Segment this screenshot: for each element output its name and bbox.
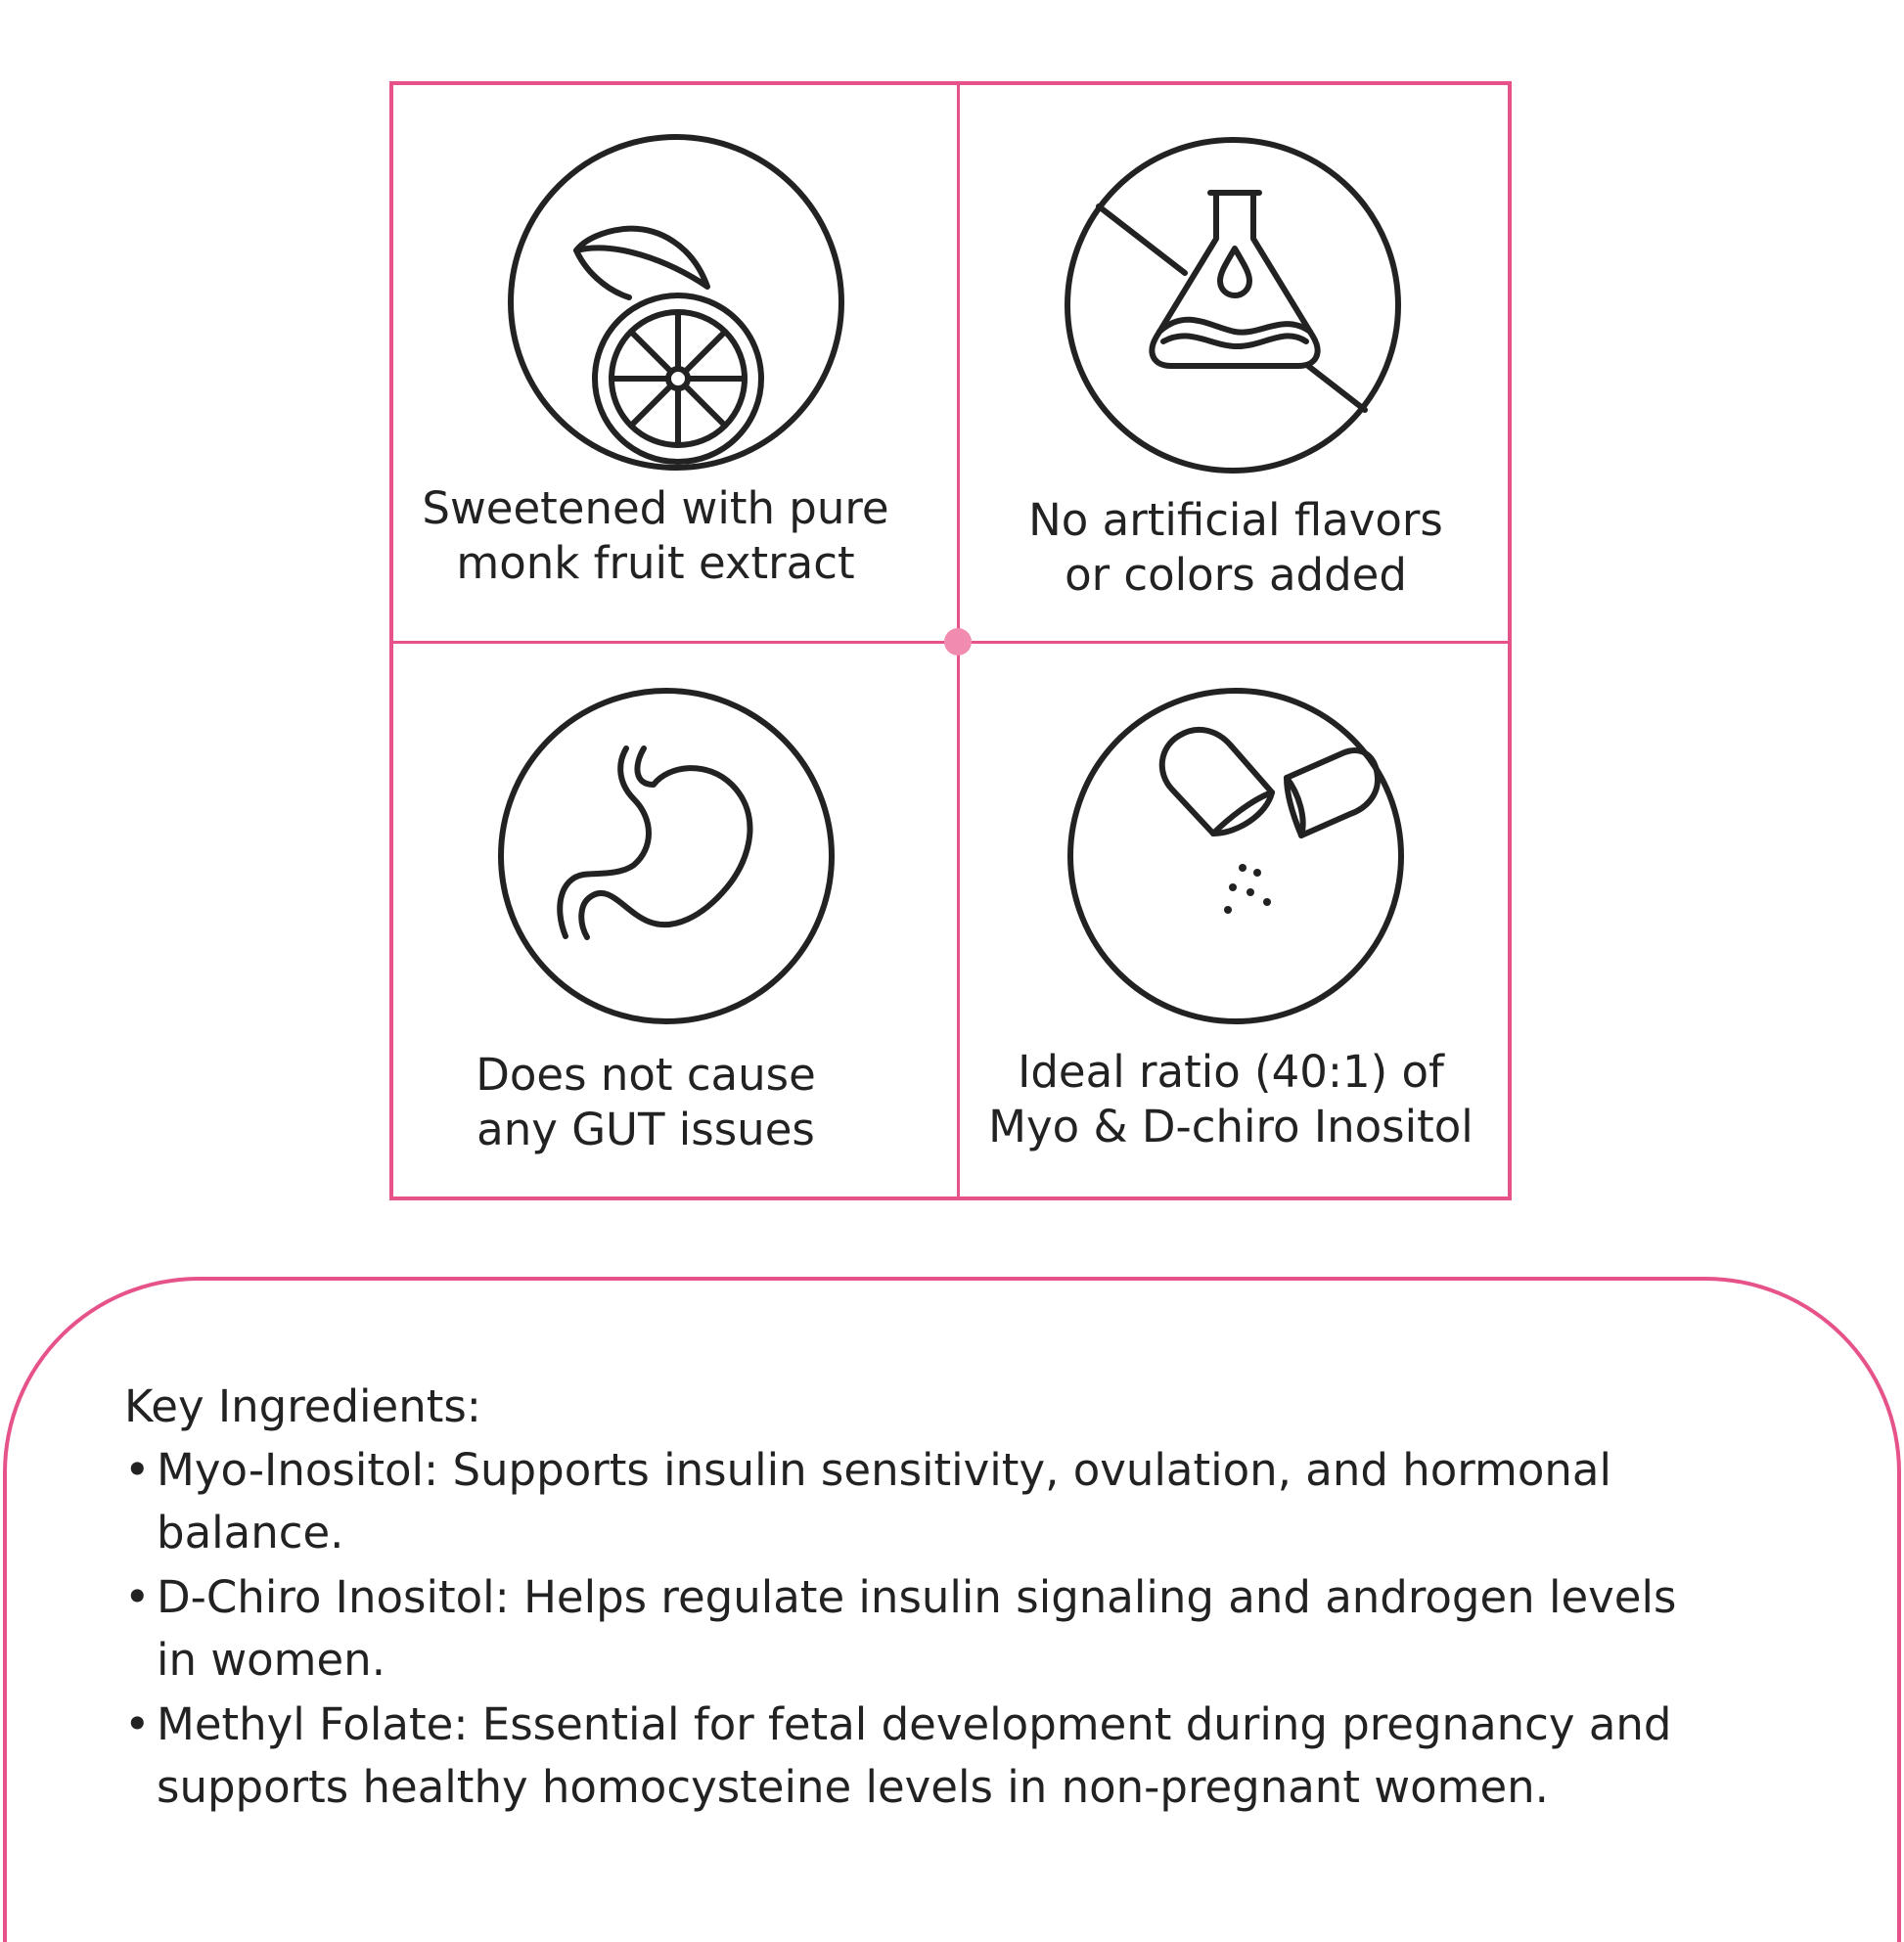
feature-no-artificial xyxy=(960,85,1512,641)
feature-caption xyxy=(364,1048,928,1157)
bullet: • xyxy=(124,1698,151,1750)
bullet: • xyxy=(124,1444,151,1496)
feature-caption xyxy=(955,1045,1507,1154)
ingredient-line: in women. xyxy=(157,1634,386,1686)
feature-caption-line: monk fruit extract xyxy=(456,537,855,589)
feature-ratio xyxy=(960,644,1512,1200)
feature-monk-fruit xyxy=(393,85,957,641)
capsule-icon xyxy=(1066,687,1405,1025)
feature-caption-line: any GUT issues xyxy=(476,1104,815,1155)
features-grid xyxy=(389,81,1512,1200)
ingredient-line: D-Chiro Inositol: Helps regulate insulin signaling and androgen levels xyxy=(157,1571,1677,1623)
feature-caption xyxy=(374,481,937,591)
bullet: • xyxy=(124,1571,151,1623)
ingredient-line: Myo-Inositol: Supports insulin sensitivity, ovulation, and hormonal xyxy=(157,1444,1611,1496)
feature-caption xyxy=(960,493,1512,603)
feature-caption-line: or colors added xyxy=(1065,549,1407,601)
ingredients-title: Key Ingredients: xyxy=(124,1380,481,1432)
monk-fruit-icon xyxy=(507,133,845,472)
ingredient-line: supports healthy homocysteine levels in non-pregnant women. xyxy=(157,1761,1549,1813)
ingredient-item xyxy=(124,1566,1788,1692)
ingredient-line: Methyl Folate: Essential for fetal development during pregnancy and xyxy=(157,1698,1672,1750)
feature-caption-line: Does not cause xyxy=(476,1049,816,1101)
ingredient-item xyxy=(124,1694,1788,1819)
feature-caption-line: No artificial flavors xyxy=(1028,494,1443,546)
stomach-icon xyxy=(497,687,836,1025)
feature-caption-line: Sweetened with pure xyxy=(422,482,889,534)
feature-gut xyxy=(393,644,957,1200)
no-artificial-flask-icon xyxy=(1064,136,1402,474)
ingredient-item xyxy=(124,1439,1788,1564)
ingredient-line: balance. xyxy=(157,1507,344,1558)
feature-caption-line: Ideal ratio (40:1) of xyxy=(1018,1046,1444,1098)
feature-caption-line: Myo & D-chiro Inositol xyxy=(988,1101,1473,1152)
